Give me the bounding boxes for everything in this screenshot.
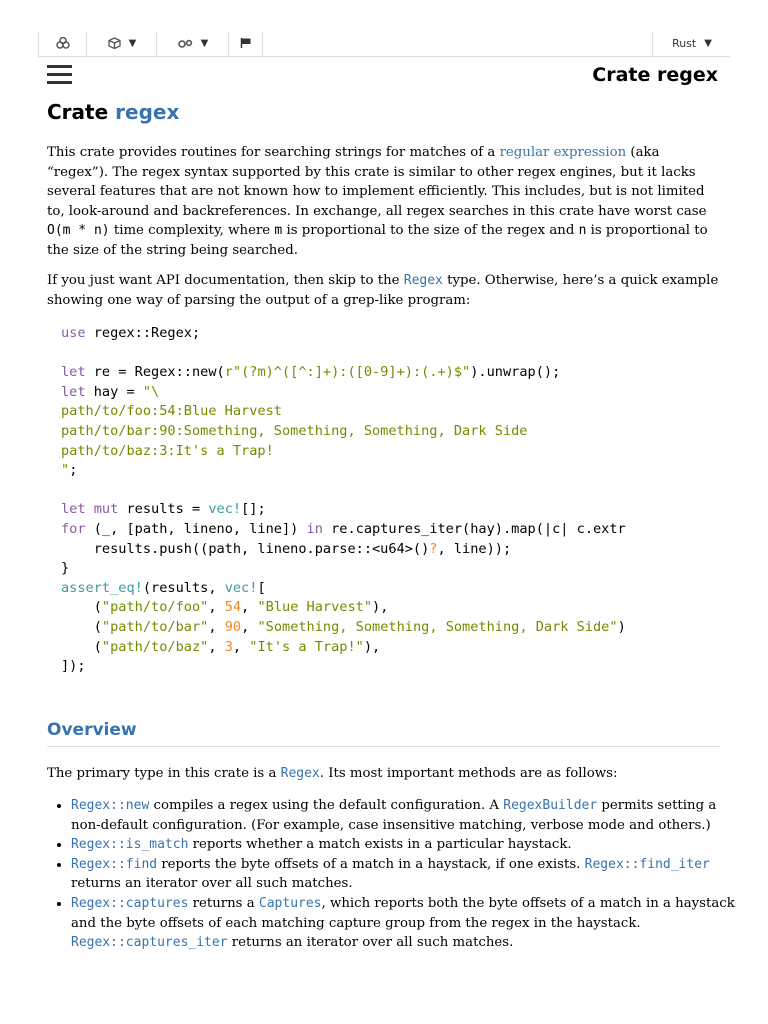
intro-text: (aka “regex”). The regex syntax supported by this crate is similar to other regex engines, but it lacks several features that are not known how to implement efficiently. This includes, but is not limited to, look-around and backreferences. In exchange, all regex searches in this crate have worst case (47, 145, 707, 219)
code-line: ("path/to/bar", 90, "Something, Something, Something, Dark Side") (61, 618, 626, 635)
intro-paragraph (47, 143, 722, 261)
regex-captures-iter-link[interactable]: Regex::captures_iter (71, 935, 228, 951)
code-line: path/to/baz:3:It's a Trap! (61, 442, 274, 459)
crates-icon (56, 37, 70, 49)
code-line (61, 344, 722, 364)
regex-type-link[interactable]: Regex (403, 273, 443, 288)
list-item-text: permits setting a non-default configuration. (For example, case insensitive matching, verbose mode and others.) (71, 798, 717, 833)
api-text: If you just want API documentation, then skip to the (47, 273, 404, 288)
overview-heading-text[interactable]: Overview (47, 720, 137, 740)
report-flag-button[interactable] (230, 30, 262, 56)
list-item-text: returns a (188, 895, 259, 911)
crates-button[interactable] (40, 30, 86, 56)
list-item-text: reports whether a match exists in a particular haystack. (188, 837, 572, 853)
regex-new-link[interactable]: Regex::new (71, 798, 150, 813)
crate-name-link[interactable]: regex (115, 100, 180, 124)
regex-is-match-link[interactable]: Regex::is_match (71, 837, 189, 853)
api-text: type. Otherwise, here’s a quick example showing one way of parsing the output of a grep-like program: (47, 273, 719, 308)
code-line: let re = Regex::new(r"(?m)^([^:]+):([0-9]+):(.+)$").unwrap(); (61, 364, 561, 381)
page-title-prefix: Crate (47, 100, 109, 124)
list-item (71, 796, 746, 835)
code-line: } (61, 560, 70, 577)
page-title (47, 100, 179, 124)
list-item-text: reports the byte offsets of a match in a haystack, if one exists. (157, 856, 585, 872)
toolbar-divider (156, 32, 157, 56)
regex-link[interactable]: Regex (280, 766, 320, 781)
inline-code: n (578, 223, 587, 239)
code-line: ("path/to/baz", 3, "It's a Trap!"), (61, 638, 381, 655)
api-paragraph (47, 271, 722, 310)
inline-code: O(m * n) (47, 223, 110, 239)
code-line: assert_eq!(results, vec![ (61, 579, 266, 596)
overview-paragraph (47, 764, 722, 784)
docs-header (47, 62, 718, 90)
code-example (47, 324, 722, 694)
list-item (71, 835, 746, 855)
code-line: results.push((path, lineno.parse::<u64>()?, line)); (61, 540, 512, 557)
inline-code: m (274, 223, 283, 239)
cube-icon (108, 37, 121, 49)
toolbar-divider (228, 32, 229, 56)
top-toolbar (38, 30, 730, 57)
code-line: use regex::Regex; (61, 325, 201, 341)
overview-text: . Its most important methods are as follows: (319, 766, 618, 781)
code-line: ("path/to/foo", 54, "Blue Harvest"), (61, 599, 389, 616)
intro-text: This crate provides routines for searching strings for matches of a (47, 145, 500, 160)
code-line: let mut results = vec![]; (61, 501, 266, 518)
code-line: let hay = "\ (61, 383, 160, 400)
intro-text: is proportional to the size of the string being searched. (47, 223, 708, 258)
regex-captures-link[interactable]: Regex::captures (71, 895, 189, 911)
regexbuilder-link[interactable]: RegexBuilder (503, 798, 598, 813)
dependencies-menu-button[interactable] (158, 30, 228, 56)
list-item-text: returns an iterator over all such matches. (227, 935, 514, 951)
rust-menu-label: Rust (672, 36, 697, 50)
chevron-down-icon: ▼ (200, 37, 209, 49)
regex-find-iter-link[interactable]: Regex::find_iter (584, 856, 710, 872)
code-line: "; (61, 462, 78, 479)
list-item (71, 855, 746, 894)
chevron-down-icon: ▼ (128, 37, 137, 49)
captures-link[interactable]: Captures (258, 895, 322, 911)
list-item (71, 894, 746, 953)
code-line: ]); (61, 658, 86, 675)
list-item-text: , which reports both the byte offsets of a match in a haystack and the byte offsets of each matching capture group from the regex in the haystack. (71, 895, 735, 931)
intro-text: time complexity, where (109, 223, 275, 239)
list-item-text: compiles a regex using the default configuration. A (149, 798, 504, 813)
intro-text: is proportional to the size of the regex and (282, 223, 579, 239)
chevron-down-icon: ▼ (704, 37, 712, 49)
list-item-text: returns an iterator over all such matches. (71, 876, 353, 892)
regular-expression-link[interactable]: regular expression (499, 145, 627, 160)
code-line: path/to/foo:54:Blue Harvest (61, 403, 282, 420)
code-line: for (_, [path, lineno, line]) in re.captures_iter(hay).map(|c| c.extr (61, 520, 626, 537)
gears-icon (178, 38, 193, 48)
code-line (61, 481, 722, 501)
toolbar-divider (262, 32, 263, 56)
code-line: path/to/bar:90:Something, Something, Something, Dark Side (61, 422, 528, 439)
header-title: Crate regex (592, 64, 718, 86)
toolbar-divider (38, 32, 39, 56)
rust-menu-button[interactable] (654, 30, 730, 56)
overview-text: The primary type in this crate is a (47, 766, 281, 781)
flag-icon (240, 37, 252, 49)
crate-menu-button[interactable] (88, 30, 156, 56)
toolbar-divider (652, 32, 653, 56)
overview-heading[interactable] (47, 720, 720, 747)
toolbar-divider (86, 32, 87, 56)
regex-find-link[interactable]: Regex::find (71, 856, 158, 872)
hamburger-menu-icon[interactable] (47, 65, 72, 85)
methods-list (47, 796, 746, 953)
